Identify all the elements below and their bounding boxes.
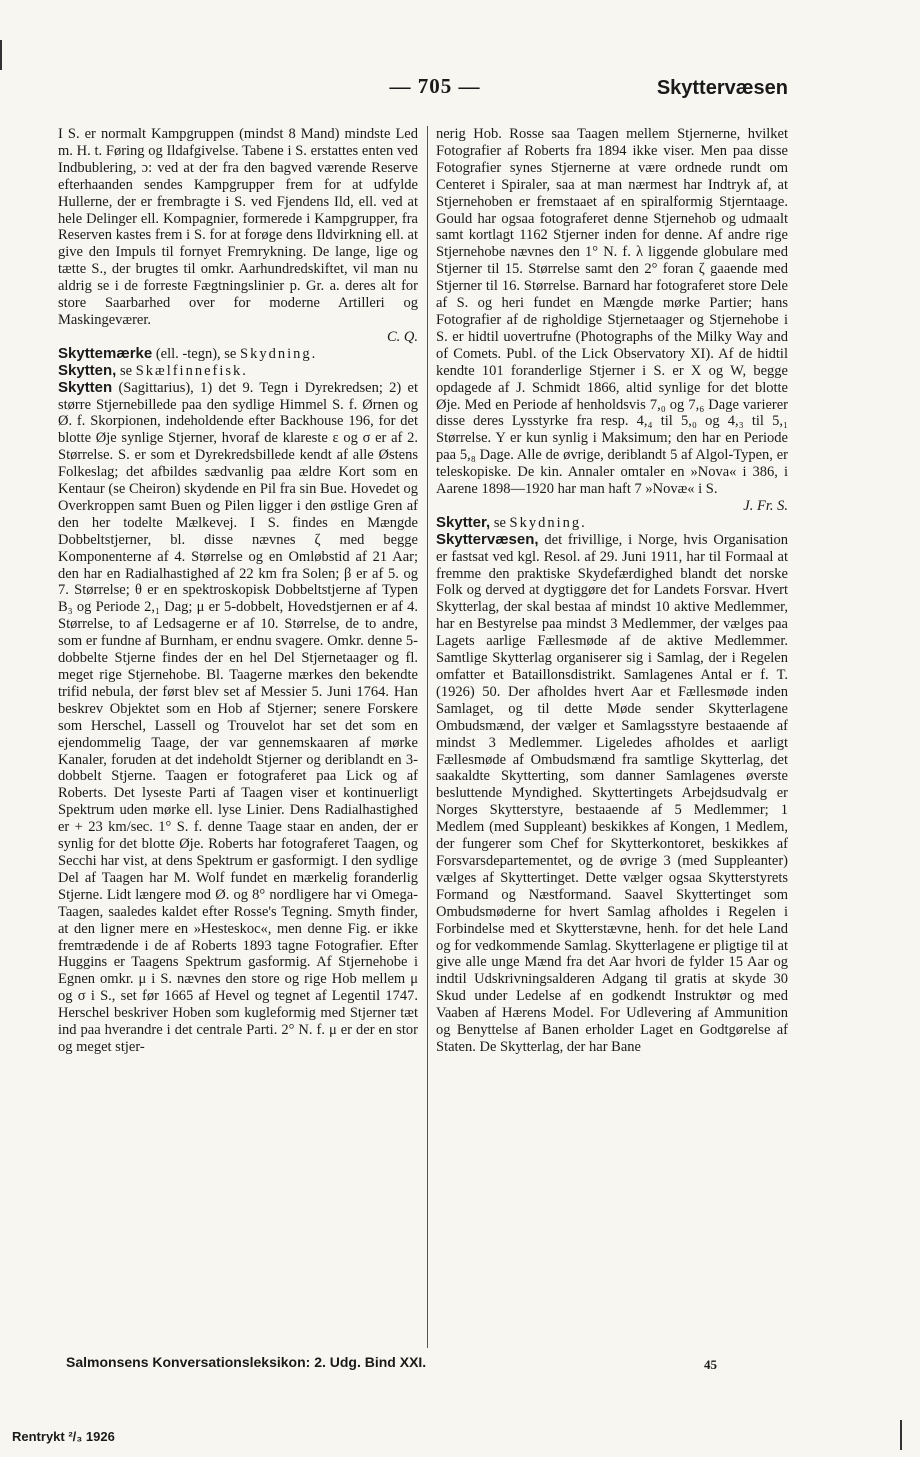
headword: Skytten, bbox=[58, 361, 117, 379]
signature bbox=[58, 329, 418, 346]
headword: Skyttervæsen, bbox=[436, 530, 539, 548]
entry bbox=[436, 515, 788, 532]
entry bbox=[58, 380, 418, 1056]
entry-text: (Sagittarius), 1) det 9. Tegn i Dyrekredsen; 2) et større Stjernebillede paa den sydlige Himmel S. f. Ørnen og Ø. f. Skorpionen, indeholdende efter Backhouse 196, for det blotte Øje synlige Stjerner, hvoraf de klareste ε og σ er af 2. Størrelse. S. er som et Dyrekredsbillede kendt af alle Østens Folkeslag; det afbildes sædvanlig paa ældre Kort som en Kentaur (se Cheiron) skydende en Pil fra sin Bue. Hovedet og Overkroppen samt Buen og Pilen ligger i den østlige Gren af den her todelte Mælkevej. I S. findes en Mængde Dobbeltstjerner, bl. disse nævnes ζ med begge Komponenterne af 4. Størrelse og en Omløbstid af 21 Aar; den har en Radialhastighed af 22 km fra Solen; β er af 5. og 7. Størrelse; θ er en spektroskopisk Dobbeltstjerne af Typen B₃ og Periode 2,₁ Dag; μ er 5-dobbelt, Hovedstjernen er af 4. Størrelse, to af Ledsagerne er af 10. Størrelse, de to andre, som er fundne af Burnham, er endnu svagere. Omkr. denne 5-dobbelte Stjerne findes der en hel Del Stjernetaager og fl. meget rige Stjernehobe. Bl. Taagerne mærkes den bekendte trifid nebula, der først blev set af Messier 5. Juni 1764. Han beskrev Objektet som en Hob af Stjerner; senere Forskere som Herschel, Lassell og Trouvelot har set det som en ejendommelig Taage, der var gennemskaaren af mørke Kanaler, foruden at det indeholdt Stjerner og deriblandt en 3-dobbelt Stjerne. Taagen er fotograferet paa Lick og af Roberts. Det lyseste Parti af Taagen viser et kontinuerligt Spektrum uden mørke ell. lyse Linier. Dens Radialhastighed er + 23 km/sec. 1° S. f. denne Taage staar en anden, der er synlig for det blotte Øje. Roberts har fotograferet Taagen, og Secchi har vist, at dens Spektrum er gasformigt. I den sydlige Del af Taagen har M. Wolf fundet en mærkelig foranderlig Stjerne. Lidt længere mod Ø. og 8° nordligere har vi Omega-Taagen, saaledes kaldet efter Rosse's Tegning. Smyth finder, at den ligner mere en »Hesteskoc«, men denne Fig. er ikke fremtrædende i de af Roberts 1893 tagne Fotografier. Efter Huggins er Taagens Spektrum gasformig. Af Stjernehobe i Egnen omkr. μ i S. nævnes den store og rige Hob mellem μ og σ i S., set før 1665 af Hevel og tegnet af Legentil 1747. Herschel beskriver Hoben som kugleformig med Stjerner tæt ind paa hverandre i det centrale Parti. 2° N. f. μ er der en stor og meget stjer- bbox=[58, 379, 418, 1055]
entry bbox=[58, 363, 418, 380]
entry-text: det frivillige, i Norge, hvis Organisation er fastsat ved kgl. Resol. af 29. Juni 1911, har til Formaal at fremme den praktiske Skydefærdighed blandt det norske Folk og derved at dygtiggøre det for Landets Forsvar. Hvert Skytterlag, der skal bestaa af mindst 10 aktive Medlemmer, har en Bestyrelse paa mindst 3 Medlemmer, der vælges paa Lagets aarlige Fællesmøde af de aktive Medlemmer. Samtlige Skytterlag organiserer sig i Samlag, der i Regelen omfatter et Bataillonsdistrikt. Samlagenes Antal er f. T. (1926) 50. Der afholdes hvert Aar et Fællesmøde inden Samlaget, og til dette Møde sender Skytterlagene Ombudsmænd, der vælger et Samlagsstyre bestaaende af mindst 3 Medlemmer. Ligeledes afholdes et aarligt Fællesmøde af Ombudsmænd fra samtlige Skytterlag, det saakaldte Skytterting, som danner Samlagenes øverste besluttende Myndighed. Skyttertingets Arbejdsudvalg er Norges Skytterstyre, bestaaende af 5 Medlemmer; 1 Medlem (med Suppleant) beskikkes af Kongen, 1 Medlem, der fungerer som Chef for Skytterkontoret, beskikkes af Forsvarsdepartementet, og de øvrige 3 (med Suppleanter) vælges af Skyttertinget. Dette vælger ogsaa Skytterstyrets Formand og Næstformand. Saavel Skyttertinget som Ombudsmøderne for hvert Samlag afholdes i Regelen i Forbindelse med et Skytterstævne, henh. for det hele Land og for vedkommende Samlag. Skytterlagene er pligtige til at give alle unge Mænd fra det Aar hvori de fylder 15 Aar og indtil Udskrivningsalderen Adgang til gratis at skyde 30 Skud under Ledelse af en godkendt Instruktør og med Vaaben af Hærens Model. For Udlevering af Ammunition og Benyttelse af Banen erholder Laget en Godtgørelse af Staten. De Skytterlag, der har Bane bbox=[436, 531, 788, 1055]
scan-edge-mark bbox=[0, 40, 2, 70]
column-rule bbox=[427, 126, 428, 1348]
paragraph: I S. er normalt Kampgruppen (mindst 8 Mand) mindste Led m. H. t. Føring og Ildafgivelse. Tabene i S. erstattes enten ved Indbublering, ɔ: ved at der fra den bagved værende Reserve efterhaanden sendes Kampgrupper frem for at udfylde Hullerne, der er frembragte i S. ved Fjendens Ild, ell. ved at hele Delinger ell. Kompagnier, formerede i Kampgrupper, fra Reserven kastes frem i S. for at forøge dens Ildvirkning ell. at give den Impuls til fornyet Fremrykning. De lange, lige og tætte S., der brugtes til omkr. Aarhundredskiftet, vil man nu aldrig se i de forreste Fægtningslinier p. Gr. a. deres alt for store Saarbarhed over for moderne Artilleri og Maskingeværer. bbox=[58, 126, 418, 328]
left-column bbox=[58, 126, 418, 1354]
page-number: — 705 — bbox=[389, 74, 481, 98]
signature bbox=[436, 498, 788, 515]
running-head: Skyttervæsen bbox=[656, 77, 788, 99]
entry bbox=[436, 532, 788, 1056]
headword: Skytten bbox=[58, 378, 113, 396]
cross-reference: Skydning. bbox=[240, 345, 318, 362]
headword: Skytter, bbox=[436, 513, 491, 531]
cross-reference: Skælfinnefisk. bbox=[135, 362, 248, 379]
cross-reference: Skydning. bbox=[509, 514, 587, 531]
entry-text: se bbox=[490, 514, 510, 531]
reprint-note: Rentrykt ²/₃ 1926 bbox=[12, 1429, 115, 1444]
entry-text: (ell. -tegn), se bbox=[152, 345, 240, 362]
signature-text: J. Fr. S. bbox=[743, 497, 788, 514]
entry-text: se bbox=[116, 362, 136, 379]
right-column bbox=[436, 126, 788, 1354]
footer-sheet-number: 45 bbox=[704, 1357, 717, 1372]
scan-edge-mark bbox=[900, 1420, 902, 1450]
entry bbox=[58, 346, 418, 363]
footer-source: Salmonsens Konversationsleksikon: 2. Udg. Bind XXI. bbox=[66, 1354, 427, 1370]
signature-text: C. Q. bbox=[386, 328, 418, 345]
headword: Skyttemærke bbox=[58, 344, 153, 362]
paragraph: nerig Hob. Rosse saa Taagen mellem Stjernerne, hvilket Fotografier af Roberts fra 1894 ikke viser. Men paa disse Fotografier synes Stjernerne at være ordnede rundt om Centeret i Spiraler, saa at man nærmest har Indtryk af, at Stjernehoben er fremstaaet af en spiralformig Stjerntaage. Gould har ogsaa fotograferet denne Stjernehob og udmaalt samt kortlagt 1162 Stjerner inden for denne. Af andre rige Stjernehobe nævnes den 1° N. f. λ liggende globulare med Stjerner til 15. Størrelse samt den 2° foran ζ gaaende med Stjerner til 16. Størrelse. Barnard har fotograferet store Dele af S. og heri fundet en Mængde mørke Partier; hans Fotografier af de righoldige Stjernetaager og Stjernehobe i S. er hidtil uovertrufne (Photographs of the Milky Way and of Comets. Publ. of the Lick Observatory XI). Af de hidtil kendte 101 foranderlige Stjerner i S. er X og W, begge opdagede af J. Schmidt 1866, altid synlige for det blotte Øje. Med en Periode af henholdsvis 7,₀ og 7,₆ Dage varierer disse deres Lysstyrke fra resp. 4,₄ til 5,₀ og 4,₃ til 5,₁ Størrelse. Y er kun synlig i Maksimum; den har en Periode paa 5,₈ Dage. Alle de øvrige, deriblandt 5 af Algol-Typen, er teleskopiske. De kin. Annaler omtaler en »Nova« i 386, i Aarene 1898—1920 har man haft 7 »Novæ« i S. bbox=[436, 126, 788, 498]
